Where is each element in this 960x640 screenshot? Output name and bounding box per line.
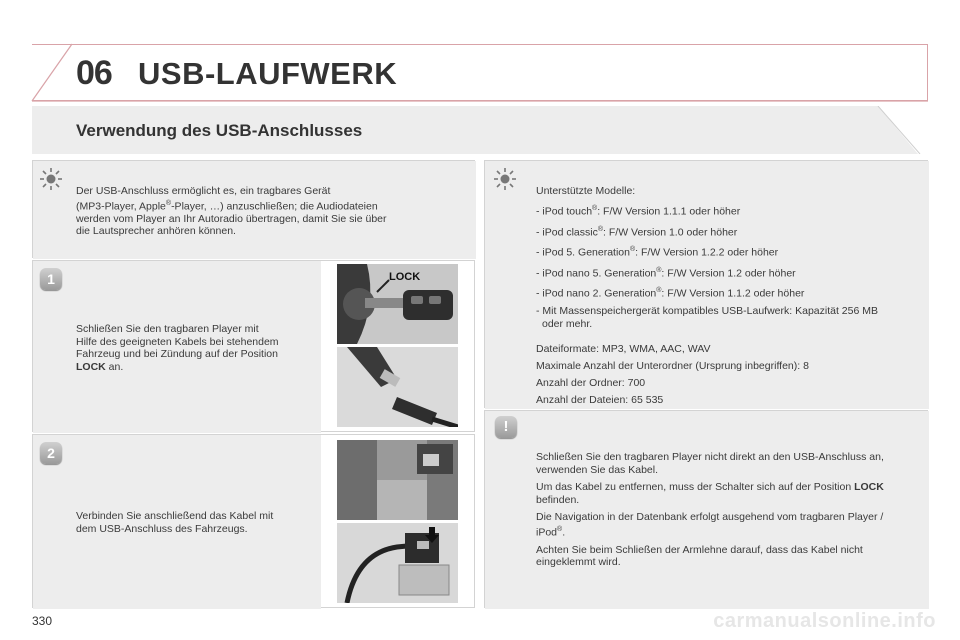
intro-line: werden vom Player an Ihr Autoradio übertragen, damit Sie sie über — [76, 212, 387, 225]
models-heading: Unterstützte Modelle: — [536, 185, 636, 197]
step2-text: Verbinden Sie anschließend das Kabel mit dem USB-Anschluss des Fahrzeugs. — [76, 510, 274, 535]
sun-icon — [492, 166, 518, 192]
intro-line: (MP3-Player, Apple®-Player, …) anzuschließen; die Audiodateien — [76, 199, 378, 212]
exclamation-icon: ! — [495, 416, 517, 438]
usb-port-image — [337, 523, 458, 603]
ignition-key-image — [337, 264, 458, 344]
model-item: - iPod classic®: F/W Version 1.0 oder höher — [536, 225, 738, 238]
section-title: Verwendung des USB-Anschlusses — [76, 121, 363, 140]
watermark: carmanualsonline.info — [713, 610, 936, 632]
section-corner-cut — [868, 106, 928, 154]
armrest-image — [337, 440, 458, 520]
page-number: 330 — [32, 614, 53, 628]
intro-text — [76, 185, 466, 238]
model-item: - iPod 5. Generation®: F/W Version 1.2.2 oder höher — [536, 246, 779, 259]
model-item: - iPod nano 2. Generation®: F/W Version 1.1.2 oder höher — [536, 287, 805, 300]
lock-label: LOCK — [389, 271, 421, 283]
sun-icon — [38, 166, 64, 192]
intro-line: Der USB-Anschluss ermöglicht es, ein tragbares Gerät — [76, 185, 331, 197]
file-count: Anzahl der Dateien: 65 535 — [536, 393, 664, 406]
header-decoration — [0, 0, 960, 110]
step2-number-badge: 2 — [40, 442, 62, 464]
model-item: - iPod nano 5. Generation®: F/W Version 1.2 oder höher — [536, 266, 796, 279]
chapter-title: USB-LAUFWERK — [138, 56, 398, 91]
max-subfolders: Maximale Anzahl der Unterordner (Ursprung inbegriffen): 8 — [536, 359, 809, 372]
model-item: - Mit Massenspeichergerät kompatibles USB-Laufwerk: Kapazität 256 MB — [536, 304, 878, 317]
chapter-number: 06 — [76, 54, 112, 92]
step1-text: Schließen Sie den tragbaren Player mit Hilfe des geeigneten Kabels bei stehendem Fahrzeug und bei Zündung auf der Position LOCK an. — [76, 323, 279, 373]
file-formats: Dateiformate: MP3, WMA, AAC, WAV — [536, 342, 711, 355]
model-item: - iPod touch®: F/W Version 1.1.1 oder höher — [536, 205, 741, 218]
usb-cable-image — [337, 347, 458, 427]
step1-number-badge: 1 — [40, 268, 62, 290]
models-text: Unterstützte Modelle: - iPod touch®: F/W Version 1.1.1 oder höher - iPod classic®: F/W Version 1.0 oder höher - iPod 5. Generation®: F/W Version 1.2.2 oder höher - iPod nano 5. Generation®: F/W Version 1.2 oder höher - iPod nano 2. Generation®: F/W Version 1.1.2 oder höher - Mit Massenspeichergerät kompatibles USB-Laufwerk: Kapazität 256 MB oder mehr. Dateiformate: MP3, WMA, AAC, WAV Maximale Anzahl der Unterordner (Ursprung inbegriffen): 8 Anzahl der Ordner: 700 Anzahl der Dateien: 65 535 — [536, 185, 921, 411]
intro-line: die Lautsprecher anhören können. — [76, 225, 236, 237]
folder-count: Anzahl der Ordner: 700 — [536, 376, 646, 389]
warning-text: Schließen Sie den tragbaren Player nicht direkt an den USB-Anschluss an, verwenden Sie das Kabel. Um das Kabel zu entfernen, muss der Schalter sich auf der Position LOCK befinden. Die Navigation in der Datenbank erfolgt ausgehend vom tragbaren Player / iPod®. Achten Sie beim Schließen der Armlehne darauf, dass das Kabel nicht eingeklemmt wird. — [536, 451, 884, 568]
